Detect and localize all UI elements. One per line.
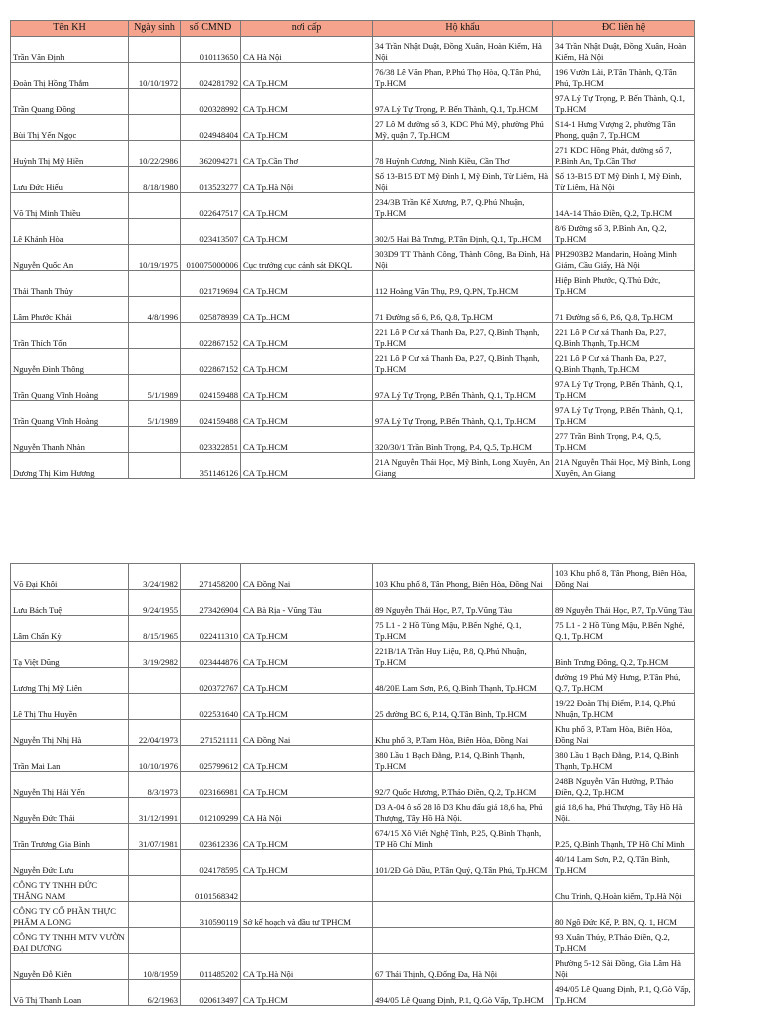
cell-contact: 277 Trần Bình Trọng, P.4, Q.5, Tp.HCM <box>553 427 695 453</box>
cell-id: 0101568342 <box>181 876 241 902</box>
cell-residence: 34 Trần Nhật Duật, Đồng Xuân, Hoàn Kiếm, Hà Nội <box>373 37 553 63</box>
cell-name: Tạ Việt Dũng <box>11 642 129 668</box>
cell-issuer: CA Tp.Hà Nội <box>241 954 373 980</box>
cell-id: 351146126 <box>181 453 241 479</box>
table-row <box>11 271 695 297</box>
cell-id: 271521111 <box>181 720 241 746</box>
cell-id: 024178595 <box>181 850 241 876</box>
cell-residence: 78 Huỳnh Cương, Ninh Kiều, Cần Thơ <box>373 141 553 167</box>
cell-name: Võ Đại Khôi <box>11 564 129 590</box>
cell-issuer: CA Hà Nội <box>241 798 373 824</box>
cell-id: 010113650 <box>181 37 241 63</box>
cell-id: 022867152 <box>181 349 241 375</box>
cell-issuer: CA Đồng Nai <box>241 720 373 746</box>
cell-issuer: CA Tp.HCM <box>241 850 373 876</box>
table-row <box>11 850 695 876</box>
cell-contact: Bình Trưng Đông, Q.2, Tp.HCM <box>553 642 695 668</box>
cell-dob <box>129 427 181 453</box>
cell-id: 023444876 <box>181 642 241 668</box>
header-row <box>11 21 695 37</box>
cell-id: 023413507 <box>181 219 241 245</box>
cell-dob: 8/18/1980 <box>129 167 181 193</box>
cell-dob: 22/04/1973 <box>129 720 181 746</box>
cell-issuer: CA Tp.HCM <box>241 427 373 453</box>
cell-name: Trần Trương Gia Bình <box>11 824 129 850</box>
cell-issuer: Sở kế hoạch và đầu tư TPHCM <box>241 902 373 928</box>
cell-residence: 221 Lô P Cư xá Thanh Đa, P.27, Q.Bình Thạnh, Tp.HCM <box>373 323 553 349</box>
cell-name: Trần Văn Định <box>11 37 129 63</box>
cell-name: Nguyễn Đình Thông <box>11 349 129 375</box>
cell-issuer: Cục trưởng cục cảnh sát ĐKQL <box>241 245 373 271</box>
cell-issuer: CA Tp.HCM <box>241 453 373 479</box>
table-row <box>11 772 695 798</box>
cell-dob: 8/3/1973 <box>129 772 181 798</box>
cell-dob: 31/12/1991 <box>129 798 181 824</box>
cell-dob <box>129 193 181 219</box>
cell-contact: 14A-14 Thảo Điền, Q.2, Tp.HCM <box>553 193 695 219</box>
cell-residence: 48/20E Lam Sơn, P.6, Q.Bình Thạnh, Tp.HCM <box>373 668 553 694</box>
cell-residence: 97A Lý Tự Trọng, P. Bến Thành, Q.1, Tp.HCM <box>373 89 553 115</box>
cell-contact: Hiệp Bình Phước, Q.Thủ Đức, Tp.HCM <box>553 271 695 297</box>
cell-issuer <box>241 928 373 954</box>
cell-residence: 380 Lầu 1 Bạch Đằng, P.14, Q.Bình Thạnh, Tp.HCM <box>373 746 553 772</box>
cell-id: 011485202 <box>181 954 241 980</box>
cell-dob <box>129 323 181 349</box>
cell-contact: 103 Khu phố 8, Tân Phong, Biên Hòa, Đồng Nai <box>553 564 695 590</box>
cell-dob: 6/2/1963 <box>129 980 181 1006</box>
cell-issuer: CA Tp.HCM <box>241 772 373 798</box>
cell-residence: 320/30/1 Trần Bình Trọng, P.4, Q.5, Tp.HCM <box>373 427 553 453</box>
cell-dob <box>129 89 181 115</box>
cell-issuer: CA Bà Rịa - Vũng Tàu <box>241 590 373 616</box>
cell-issuer: CA Tp.Cần Thơ <box>241 141 373 167</box>
cell-contact: 40/14 Lam Sơn, P.2, Q.Tân Bình, Tp.HCM <box>553 850 695 876</box>
cell-residence: 97A Lý Tự Trọng, P.Bến Thành, Q.1, Tp.HCM <box>373 401 553 427</box>
cell-id: 273426904 <box>181 590 241 616</box>
table-row <box>11 746 695 772</box>
cell-contact: S14-1 Hưng Vượng 2, phường Tân Phong, quận 7, Tp.HCM <box>553 115 695 141</box>
cell-id: 310590119 <box>181 902 241 928</box>
cell-residence <box>373 928 553 954</box>
cell-name: Lưu Đức Hiếu <box>11 167 129 193</box>
table-row <box>11 349 695 375</box>
cell-name: Lê Thị Thu Huyền <box>11 694 129 720</box>
cell-contact: 8/6 Đường số 3, P.Bình An, Q.2, Tp.HCM <box>553 219 695 245</box>
cell-dob: 5/1/1989 <box>129 375 181 401</box>
table-row <box>11 902 695 928</box>
cell-id: 271458200 <box>181 564 241 590</box>
cell-residence: 494/05 Lê Quang Định, P.1, Q.Gò Vấp, Tp.HCM <box>373 980 553 1006</box>
cell-id: 023322851 <box>181 427 241 453</box>
cell-dob <box>129 37 181 63</box>
cell-dob: 9/24/1955 <box>129 590 181 616</box>
cell-dob <box>129 349 181 375</box>
cell-id: 022647517 <box>181 193 241 219</box>
cell-contact: 97A Lý Tự Trọng, P. Bến Thành, Q.1, Tp.HCM <box>553 89 695 115</box>
cell-residence: 25 đường BC 6, P.14, Q.Tân Bình, Tp.HCM <box>373 694 553 720</box>
cell-id: 024159488 <box>181 401 241 427</box>
table-row <box>11 798 695 824</box>
cell-residence: 101/2Đ Gò Dầu, P.Tân Quý, Q.Tân Phú, Tp.HCM <box>373 850 553 876</box>
cell-id: 012109299 <box>181 798 241 824</box>
cell-residence: 302/5 Hai Bà Trưng, P.Tân Định, Q.1, Tp..HCM <box>373 219 553 245</box>
cell-residence: 112 Hoàng Văn Thụ, P.9, Q.PN, Tp.HCM <box>373 271 553 297</box>
cell-dob: 8/15/1965 <box>129 616 181 642</box>
cell-residence: 27 Lô M đường số 3, KDC Phú Mỹ, phường Phú Mỹ, quận 7, Tp.HCM <box>373 115 553 141</box>
table-row <box>11 297 695 323</box>
table-row <box>11 616 695 642</box>
cell-contact: 221 Lô P Cư xá Thanh Đa, P.27, Q.Bình Thạnh, Tp.HCM <box>553 349 695 375</box>
cell-name: Nguyễn Đỗ Kiên <box>11 954 129 980</box>
table-row <box>11 928 695 954</box>
cell-id: 024159488 <box>181 375 241 401</box>
header-name: Tên KH <box>11 21 129 37</box>
cell-issuer: CA Tp.HCM <box>241 375 373 401</box>
cell-name: Nguyễn Thị Nhị Hà <box>11 720 129 746</box>
cell-dob: 10/10/1972 <box>129 63 181 89</box>
cell-residence: 76/38 Lê Văn Phan, P.Phú Thọ Hòa, Q.Tân Phú, Tp.HCM <box>373 63 553 89</box>
header-id: số CMND <box>181 21 241 37</box>
cell-issuer: CA Tp.HCM <box>241 642 373 668</box>
table-row <box>11 453 695 479</box>
cell-contact: 34 Trần Nhật Duật, Đồng Xuân, Hoàn Kiếm, Hà Nội <box>553 37 695 63</box>
header-issuer: nơi cấp <box>241 21 373 37</box>
cell-contact: Số 13-B15 ĐT Mỹ Đình I, Mỹ Đình, Từ Liêm, Hà Nội <box>553 167 695 193</box>
cell-id: 025799612 <box>181 746 241 772</box>
cell-dob: 31/07/1981 <box>129 824 181 850</box>
cell-residence: 92/7 Quốc Hương, P.Thảo Điền, Q.2, Tp.HCM <box>373 772 553 798</box>
cell-name: CÔNG TY TNHH ĐỨC THẮNG NAM <box>11 876 129 902</box>
cell-contact: 89 Nguyễn Thái Học, P.7, Tp.Vũng Tàu <box>553 590 695 616</box>
table-row <box>11 245 695 271</box>
cell-residence: 89 Nguyễn Thái Học, P.7, Tp.Vũng Tàu <box>373 590 553 616</box>
cell-name: CÔNG TY CỔ PHẦN THỰC PHẨM A LONG <box>11 902 129 928</box>
cell-id: 025878939 <box>181 297 241 323</box>
cell-issuer: CA Tp.HCM <box>241 746 373 772</box>
table-row <box>11 954 695 980</box>
cell-issuer: CA Tp.HCM <box>241 89 373 115</box>
cell-contact: Phường 5-12 Sài Đồng, Gia Lâm Hà Nội <box>553 954 695 980</box>
cell-residence: Số 13-B15 ĐT Mỹ Đình I, Mỹ Đình, Từ Liêm, Hà Nội <box>373 167 553 193</box>
table-row <box>11 63 695 89</box>
table-row <box>11 720 695 746</box>
cell-id: 024281792 <box>181 63 241 89</box>
header-dob: Ngày sinh <box>129 21 181 37</box>
cell-issuer: CA Tp.HCM <box>241 668 373 694</box>
cell-residence: 71 Đường số 6, P.6, Q.8, Tp.HCM <box>373 297 553 323</box>
cell-id: 020372767 <box>181 668 241 694</box>
cell-issuer: CA Hà Nội <box>241 37 373 63</box>
cell-id: 362094271 <box>181 141 241 167</box>
cell-issuer: CA Tp.HCM <box>241 219 373 245</box>
cell-issuer: CA Tp.HCM <box>241 271 373 297</box>
cell-dob <box>129 902 181 928</box>
cell-contact: PH2903B2 Mandarin, Hoàng Minh Giám, Cầu Giấy, Hà Nội <box>553 245 695 271</box>
cell-contact: giá 18,6 ha, Phú Thượng, Tây Hồ Hà Nội. <box>553 798 695 824</box>
cell-issuer: CA Tp.HCM <box>241 980 373 1006</box>
customer-table-1 <box>10 20 695 479</box>
table-row <box>11 219 695 245</box>
table-row <box>11 876 695 902</box>
cell-name: Lâm Chấn Kỳ <box>11 616 129 642</box>
cell-dob: 3/24/1982 <box>129 564 181 590</box>
cell-id: 010075000006 <box>181 245 241 271</box>
cell-dob <box>129 219 181 245</box>
cell-name: Võ Thị Minh Thiều <box>11 193 129 219</box>
header-residence: Hộ khẩu <box>373 21 553 37</box>
cell-dob <box>129 271 181 297</box>
cell-id: 024948404 <box>181 115 241 141</box>
table-row <box>11 427 695 453</box>
cell-id: 020328992 <box>181 89 241 115</box>
cell-id: 023166981 <box>181 772 241 798</box>
cell-name: Huỳnh Thị Mỹ Hiền <box>11 141 129 167</box>
cell-contact: Khu phố 3, P.Tam Hòa, Biên Hòa, Đồng Nai <box>553 720 695 746</box>
cell-name: Nguyễn Đức Lưu <box>11 850 129 876</box>
cell-contact: 97A Lý Tự Trọng, P.Bến Thành, Q.1, Tp.HCM <box>553 401 695 427</box>
cell-residence: Khu phố 3, P.Tam Hòa, Biên Hòa, Đồng Nai <box>373 720 553 746</box>
table-row <box>11 401 695 427</box>
cell-contact: 21A Nguyễn Thái Học, Mỹ Bình, Long Xuyên, An Giang <box>553 453 695 479</box>
cell-id <box>181 928 241 954</box>
cell-dob: 10/8/1959 <box>129 954 181 980</box>
cell-name: Dương Thị Kim Hương <box>11 453 129 479</box>
cell-issuer: CA Tp.HCM <box>241 401 373 427</box>
cell-name: Trần Quang Vĩnh Hoàng <box>11 375 129 401</box>
cell-contact: Chu Trinh, Q.Hoàn kiếm, Tp.Hà Nội <box>553 876 695 902</box>
cell-issuer: CA Tp.HCM <box>241 63 373 89</box>
cell-id: 020613497 <box>181 980 241 1006</box>
cell-name: Lưu Bách Tuệ <box>11 590 129 616</box>
cell-dob: 5/1/1989 <box>129 401 181 427</box>
cell-name: CÔNG TY TNHH MTV VƯỜN ĐẠI DƯƠNG <box>11 928 129 954</box>
table-row <box>11 375 695 401</box>
cell-contact: 75 L1 - 2 Hồ Tùng Mậu, P.Bến Nghé, Q.1, Tp.HCM <box>553 616 695 642</box>
cell-name: Đoàn Thị Hồng Thắm <box>11 63 129 89</box>
cell-contact: 93 Xuân Thủy, P.Thảo Điền, Q.2, Tp.HCM <box>553 928 695 954</box>
cell-name: Nguyễn Đức Thái <box>11 798 129 824</box>
cell-residence: 97A Lý Tự Trọng, P.Bến Thành, Q.1, Tp.HCM <box>373 375 553 401</box>
cell-dob <box>129 453 181 479</box>
cell-dob <box>129 850 181 876</box>
cell-contact: 271 KDC Hồng Phát, đường số 7, P.Bình An, Tp.Cần Thơ <box>553 141 695 167</box>
table-row <box>11 167 695 193</box>
cell-residence: 21A Nguyễn Thái Học, Mỹ Bình, Long Xuyên, An Giang <box>373 453 553 479</box>
table-row <box>11 590 695 616</box>
cell-residence <box>373 902 553 928</box>
cell-name: Nguyễn Thanh Nhàn <box>11 427 129 453</box>
table-row <box>11 323 695 349</box>
cell-dob: 10/10/1976 <box>129 746 181 772</box>
cell-contact: 196 Vườn Lài, P.Tân Thành, Q.Tân Phú, Tp.HCM <box>553 63 695 89</box>
cell-name: Trần Quang Đồng <box>11 89 129 115</box>
cell-issuer: CA Tp.Hà Nội <box>241 167 373 193</box>
cell-issuer: CA Đồng Nai <box>241 564 373 590</box>
cell-dob <box>129 876 181 902</box>
cell-name: Nguyễn Thị Hải Yến <box>11 772 129 798</box>
cell-contact: 494/05 Lê Quang Định, P.1, Q.Gò Vấp, Tp.HCM <box>553 980 695 1006</box>
cell-contact: 97A Lý Tự Trọng, P.Bến Thành, Q.1, Tp.HCM <box>553 375 695 401</box>
cell-issuer: CA Tp..HCM <box>241 297 373 323</box>
cell-residence: 303D9 TT Thành Công, Thành Công, Ba Đình, Hà Nội <box>373 245 553 271</box>
table-row <box>11 193 695 219</box>
cell-issuer: CA Tp.HCM <box>241 115 373 141</box>
cell-id: 022867152 <box>181 323 241 349</box>
table-row <box>11 141 695 167</box>
table-row <box>11 642 695 668</box>
cell-name: Lương Thị Mỹ Liên <box>11 668 129 694</box>
table-row <box>11 980 695 1006</box>
cell-name: Trần Thích Tốn <box>11 323 129 349</box>
cell-residence: 674/15 Xô Viết Nghệ Tĩnh, P.25, Q.Bình Thạnh, TP Hồ Chí Minh <box>373 824 553 850</box>
cell-dob: 3/19/2982 <box>129 642 181 668</box>
cell-issuer: CA Tp.HCM <box>241 824 373 850</box>
cell-residence: 221 Lô P Cư xá Thanh Đa, P.27, Q.Bình Thạnh, Tp.HCM <box>373 349 553 375</box>
cell-name: Nguyễn Quốc An <box>11 245 129 271</box>
cell-id: 023612336 <box>181 824 241 850</box>
cell-name: Trần Mai Lan <box>11 746 129 772</box>
cell-name: Trần Quang Vĩnh Hoàng <box>11 401 129 427</box>
cell-name: Thái Thanh Thủy <box>11 271 129 297</box>
cell-dob <box>129 115 181 141</box>
cell-contact: 80 Ngô Đức Kế, P. BN, Q. 1, HCM <box>553 902 695 928</box>
table-row <box>11 694 695 720</box>
customer-table-2 <box>10 563 695 1006</box>
cell-dob <box>129 668 181 694</box>
cell-residence: 234/3B Trần Kế Xương, P.7, Q.Phú Nhuận, Tp.HCM <box>373 193 553 219</box>
cell-id: 021719694 <box>181 271 241 297</box>
cell-residence <box>373 876 553 902</box>
cell-contact: 19/22 Đoàn Thị Điểm, P.14, Q.Phú Nhuận, Tp.HCM <box>553 694 695 720</box>
cell-dob <box>129 928 181 954</box>
cell-name: Võ Thị Thanh Loan <box>11 980 129 1006</box>
cell-id: 013523277 <box>181 167 241 193</box>
cell-issuer: CA Tp.HCM <box>241 694 373 720</box>
table-row <box>11 89 695 115</box>
cell-dob: 4/8/1996 <box>129 297 181 323</box>
cell-residence: D3 A-04 ô số 28 lô D3 Khu đấu giá 18,6 ha, Phú Thượng, Tây Hồ Hà Nội. <box>373 798 553 824</box>
cell-contact: 380 Lầu 1 Bạch Đằng, P.14, Q.Bình Thạnh, Tp.HCM <box>553 746 695 772</box>
cell-contact: 221 Lô P Cư xá Thanh Đa, P.27, Q.Bình Thạnh, Tp.HCM <box>553 323 695 349</box>
table-row <box>11 824 695 850</box>
table-row <box>11 668 695 694</box>
cell-issuer: CA Tp.HCM <box>241 616 373 642</box>
table-row <box>11 115 695 141</box>
cell-residence: 221B/1A Trần Huy Liệu, P.8, Q.Phú Nhuận, Tp.HCM <box>373 642 553 668</box>
cell-name: Bùi Thị Yến Ngọc <box>11 115 129 141</box>
table-row <box>11 37 695 63</box>
cell-id: 022411310 <box>181 616 241 642</box>
cell-contact: 71 Đường số 6, P.6, Q.8, Tp.HCM <box>553 297 695 323</box>
cell-residence: 103 Khu phố 8, Tân Phong, Biên Hòa, Đồng Nai <box>373 564 553 590</box>
cell-contact: 248B Nguyễn Văn Hưởng, P.Thảo Điền, Q.2, Tp.HCM <box>553 772 695 798</box>
cell-issuer: CA Tp.HCM <box>241 349 373 375</box>
cell-contact: P.25, Q.Bình Thạnh, TP Hồ Chí Minh <box>553 824 695 850</box>
cell-dob: 10/19/1975 <box>129 245 181 271</box>
table-row <box>11 564 695 590</box>
cell-dob <box>129 694 181 720</box>
cell-residence: 67 Thái Thịnh, Q.Đống Đa, Hà Nội <box>373 954 553 980</box>
cell-name: Lê Khánh Hòa <box>11 219 129 245</box>
cell-issuer <box>241 876 373 902</box>
cell-name: Lâm Phước Khải <box>11 297 129 323</box>
cell-issuer: CA Tp.HCM <box>241 193 373 219</box>
cell-residence: 75 L1 - 2 Hồ Tùng Mậu, P.Bến Nghé, Q.1, Tp.HCM <box>373 616 553 642</box>
cell-contact: đường 19 Phú Mỹ Hưng, P.Tân Phú, Q.7, Tp.HCM <box>553 668 695 694</box>
header-contact: ĐC liên hệ <box>553 21 695 37</box>
cell-dob: 10/22/2986 <box>129 141 181 167</box>
cell-id: 022531640 <box>181 694 241 720</box>
cell-issuer: CA Tp.HCM <box>241 323 373 349</box>
